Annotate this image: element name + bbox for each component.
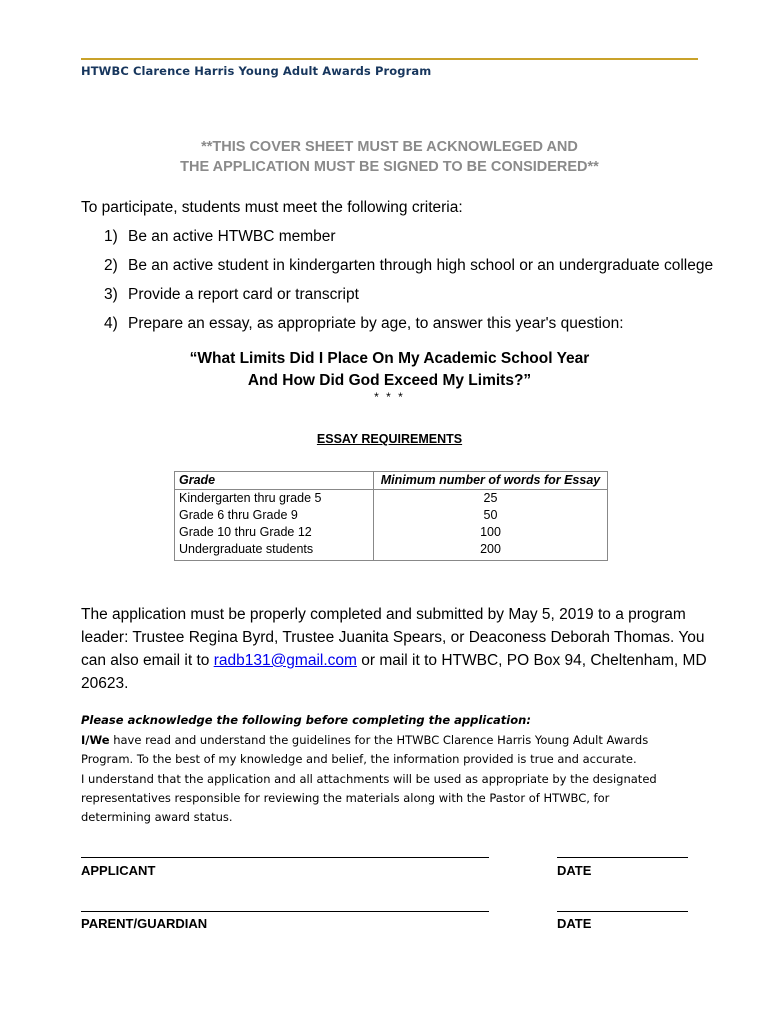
criteria-list	[104, 227, 713, 343]
ack-line-1-text: have read and understand the guidelines for the HTWBC Clarence Harris Young Adult Awards	[109, 733, 649, 747]
criteria-number: 1)	[104, 228, 118, 245]
essay-question-line-2: And How Did God Exceed My Limits?”	[247, 372, 532, 389]
ack-we-label: I/We	[81, 733, 110, 747]
criteria-text: Prepare an essay, as appropriate by age, to answer this year's question:	[128, 315, 624, 332]
criteria-text: Provide a report card or transcript	[128, 286, 359, 303]
criteria-number: 2)	[104, 257, 118, 274]
grade-cell: Undergraduate students	[175, 541, 374, 561]
submission-text: The application must be properly completed and submitted by May 5, 2019 to a program leader: Trustee Regina Byrd, Trustee Juanita Spears, or Deaconess Deborah Thomas. You can also email it to	[81, 606, 705, 669]
table-row	[175, 541, 608, 561]
email-link[interactable]: radb131@gmail.com	[213, 652, 357, 669]
essay-requirements-table	[174, 471, 608, 561]
grade-cell: Grade 10 thru Grade 12	[175, 524, 374, 541]
ack-line-5: determining award status.	[81, 810, 233, 825]
applicant-signature-line[interactable]	[81, 857, 489, 858]
acknowledgement-body	[81, 731, 701, 827]
criteria-text: Be an active HTWBC member	[128, 228, 336, 245]
separator-stars: * * *	[374, 390, 405, 404]
table-row	[175, 524, 608, 541]
criteria-item	[104, 314, 713, 343]
column-header-min-words: Minimum number of words for Essay	[374, 472, 608, 490]
words-cell: 25	[374, 490, 608, 508]
criteria-text: Be an active student in kindergarten through high school or an undergraduate college	[128, 257, 714, 274]
ack-line-2: Program. To the best of my knowledge and belief, the information provided is true and accurate.	[81, 752, 637, 767]
words-cell: 200	[374, 541, 608, 561]
criteria-number: 3)	[104, 286, 118, 303]
applicant-label: APPLICANT	[81, 863, 156, 878]
submission-text-mail: or mail it to HTWBC, PO Box 94, Cheltenham, MD 20623.	[81, 652, 707, 692]
parent-date-label: DATE	[557, 916, 592, 931]
words-cell: 100	[374, 524, 608, 541]
essay-requirements-heading: ESSAY REQUIREMENTS	[316, 432, 463, 446]
criteria-number: 4)	[104, 315, 118, 332]
essay-question	[81, 348, 698, 392]
words-cell: 50	[374, 507, 608, 524]
table-header-row	[175, 472, 608, 490]
ack-line-1	[81, 731, 701, 750]
table-row	[175, 507, 608, 524]
applicant-date-line[interactable]	[557, 857, 688, 858]
page-header: HTWBC Clarence Harris Young Adult Awards Program	[81, 64, 432, 78]
submission-instructions	[81, 603, 711, 695]
table-row	[175, 490, 608, 508]
notice-line-2: THE APPLICATION MUST BE SIGNED TO BE CONSIDERED**	[180, 159, 599, 175]
applicant-date-label: DATE	[557, 863, 592, 878]
column-header-grade: Grade	[175, 472, 374, 490]
ack-line-4: representatives responsible for reviewing the materials along with the Pastor of HTWBC, for	[81, 790, 610, 805]
essay-question-line-1: “What Limits Did I Place On My Academic School Year	[189, 350, 590, 367]
parent-signature-line[interactable]	[81, 911, 489, 912]
criteria-item	[104, 256, 713, 285]
parent-guardian-label: PARENT/GUARDIAN	[81, 916, 208, 931]
criteria-item	[104, 227, 713, 256]
grade-cell: Kindergarten thru grade 5	[175, 490, 374, 508]
header-rule	[81, 58, 698, 60]
notice-block	[81, 137, 698, 177]
acknowledgement-title: Please acknowledge the following before completing the application:	[81, 713, 531, 727]
ack-line-3: I understand that the application and all attachments will be used as appropriate by the designated	[81, 771, 657, 786]
criteria-intro: To participate, students must meet the following criteria:	[81, 199, 463, 216]
grade-cell: Grade 6 thru Grade 9	[175, 507, 374, 524]
notice-line-1: **THIS COVER SHEET MUST BE ACKNOWLEGED AND	[201, 139, 578, 155]
criteria-item	[104, 285, 713, 314]
parent-date-line[interactable]	[557, 911, 688, 912]
